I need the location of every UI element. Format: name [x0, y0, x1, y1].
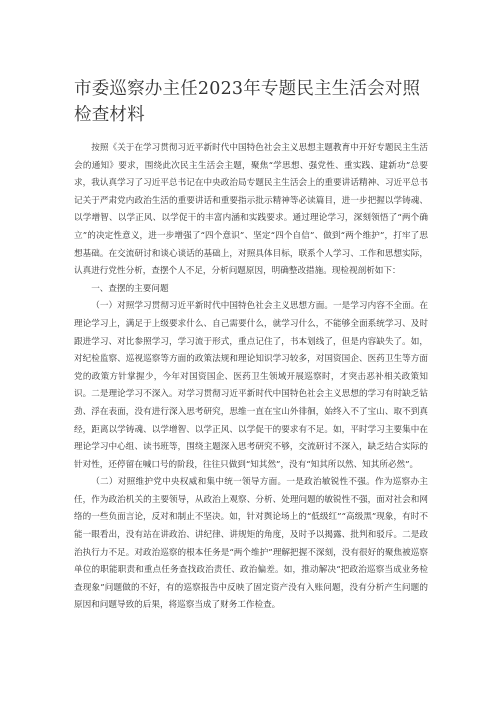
intro-paragraph: 按照《关于在学习贯彻习近平新时代中国特色社会主义思想主题教育中开好专题民主生活会的通知》要求，围绕此次民主生活会主题，聚焦“学思想、强党性、重实践、建新功”总要求，我认真学习了习近平总书记在中央政治局专题民主生活会上的重要讲话精神、习近平总书记关于严肃党内政治生活的重要讲话和重要指示批示精神等必读篇目，进一步把握以学铸魂、以学增智、以学正风、以学促干的丰富内涵和实践要求。通过理论学习，深刻领悟了“两个确立”的决定性意义，进一步增强了“四个意识”、坚定“四个自信”、做到“两个维护”，打牢了思想基础。在交流研讨和谈心谈话的基础上，对照具体目标，联系个人学习、工作和思想实际，认真进行党性分析，查摆个人不足，分析问题原因，明确整改措施。现检视剖析如下：	[74, 143, 428, 277]
document-title: 市委巡察办主任2023年专题民主生活会对照检查材料	[74, 79, 421, 125]
problem-item-1: （一）对照学习贯彻习近平新时代中国特色社会主义思想方面。一是学习内容不全面。在理论学习上，满足于上级要求什么、自己需要什么，就学习什么，不能够全面系统学习、及时跟进学习、对比参照学习，学习流于形式，重点记住了，书本划线了，但是内容缺失了。如，对纪检监察、巡视巡察等方面的政策法规和理论知识学习较多，对国资国企、医药卫生等方面党的政策方针掌握少，今年对国资国企、医药卫生领域开展巡察时，才突击恶补相关政策知识。二是理论学习不深入。对学习贯彻习近平新时代中国特色社会主义思想的学习有时缺乏钻劲、浮在表面，没有进行深入思考研究，思维一直在宝山外徘徊，始终入不了宝山、取不到真经，距离以学铸魂、以学增智、以学正风、以学促干的要求有不足。如，平时学习主要集中在理论学习中心组、读书班等，围绕主题深入思考研究不够，交流研讨不深入，缺乏结合实际的针对性，还停留在喊口号的阶段，往往只做到“知其然”，没有“知其所以然、知其所必然”。	[74, 301, 428, 470]
section-heading: 一、查摆的主要问题	[91, 283, 169, 294]
problem-item-2: （二）对照维护党中央权威和集中统一领导方面。一是政治敏锐性不强。作为巡察办主任，作为政治机关的主要领导，从政治上观察、分析、处理问题的敏锐性不强，面对社会和网络的一些负面言论，反对和制止不坚决。如，针对舆论场上的“低级红”“高级黑”现象，有时不能一眼看出，没有站在讲政治、讲纪律、讲规矩的角度，及时予以揭露、批判和驳斥。二是政治执行力不足。对政治巡察的根本任务是“两个维护”理解把握不深刻，没有很好的聚焦被巡察单位的职能职责和重点任务查找政治责任、政治偏差。如，推动解决“把政治巡察当成业务检查现象”问题做的不好，有的巡察报告中反映了固定资产没有入账问题，没有分析产生问题的原因和问题导致的后果，将巡察当成了财务工作检查。	[74, 477, 428, 611]
document-body	[74, 140, 428, 615]
